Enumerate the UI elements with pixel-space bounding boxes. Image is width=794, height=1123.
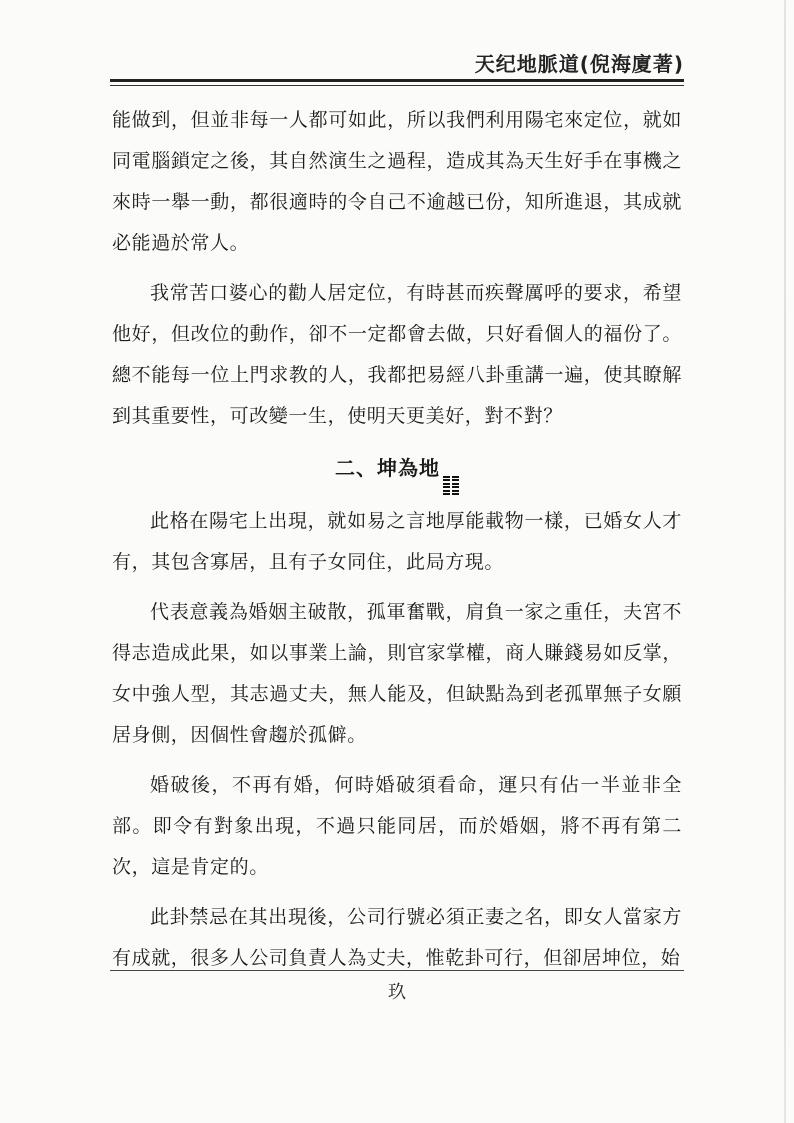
paragraph: 代表意義為婚姻主破散，孤軍奮戰，肩負一家之重任，夫宮不得志造成此果，如以事業上論，則官家掌權，商人賺錢易如反掌，女中強人型，其志過丈夫，無人能及，但缺點為到老孤單無子女願居身側，因個性會趨於孤僻。	[112, 601, 682, 746]
kun-hexagram-icon	[443, 476, 459, 495]
section-heading-text: 二、坤為地	[335, 456, 440, 480]
paragraph: 能做到，但並非每一人都可如此，所以我們利用陽宅來定位，就如同電腦鎖定之後，其自然演生之過程，造成其為天生好手在事機之來時一舉一動，都很適時的令自己不逾越已份，知所進退，其成就必能過於常人。	[112, 109, 682, 254]
paragraph: 此格在陽宅上出現，就如易之言地厚能載物一樣，已婚女人才有，其包含寡居，且有子女同住，此局方現。	[112, 510, 682, 573]
paragraph: 此卦禁忌在其出現後，公司行號必須正妻之名，即女人當家方有成就，很多人公司負責人為丈夫，惟乾卦可行，但卻居坤位，始	[112, 906, 682, 969]
footer-rule	[110, 970, 684, 971]
page-number: 玖	[388, 982, 406, 1003]
scan-edge-shadow	[784, 0, 786, 1123]
running-header-title: 天纪地脈道(倪海廈著)	[474, 52, 684, 76]
paragraph: 婚破後，不再有婚，何時婚破須看命，運只有佔一半並非全部。即令有對象出現，不過只能同居，而於婚姻，將不再有第二次，這是肯定的。	[112, 774, 682, 878]
section-heading	[112, 446, 682, 495]
header-rule-thick	[110, 79, 684, 82]
header-rule-thin	[110, 85, 684, 86]
body-text	[112, 100, 682, 988]
paragraph: 我常苦口婆心的勸人居定位，有時甚而疾聲厲呼的要求，希望他好，但改位的動作，卻不一定都會去做，只好看個人的福份了。總不能每一位上門求教的人，我都把易經八卦重講一遍，使其瞭解到其重要性，可改變一生，使明天更美好，對不對？	[112, 282, 682, 427]
